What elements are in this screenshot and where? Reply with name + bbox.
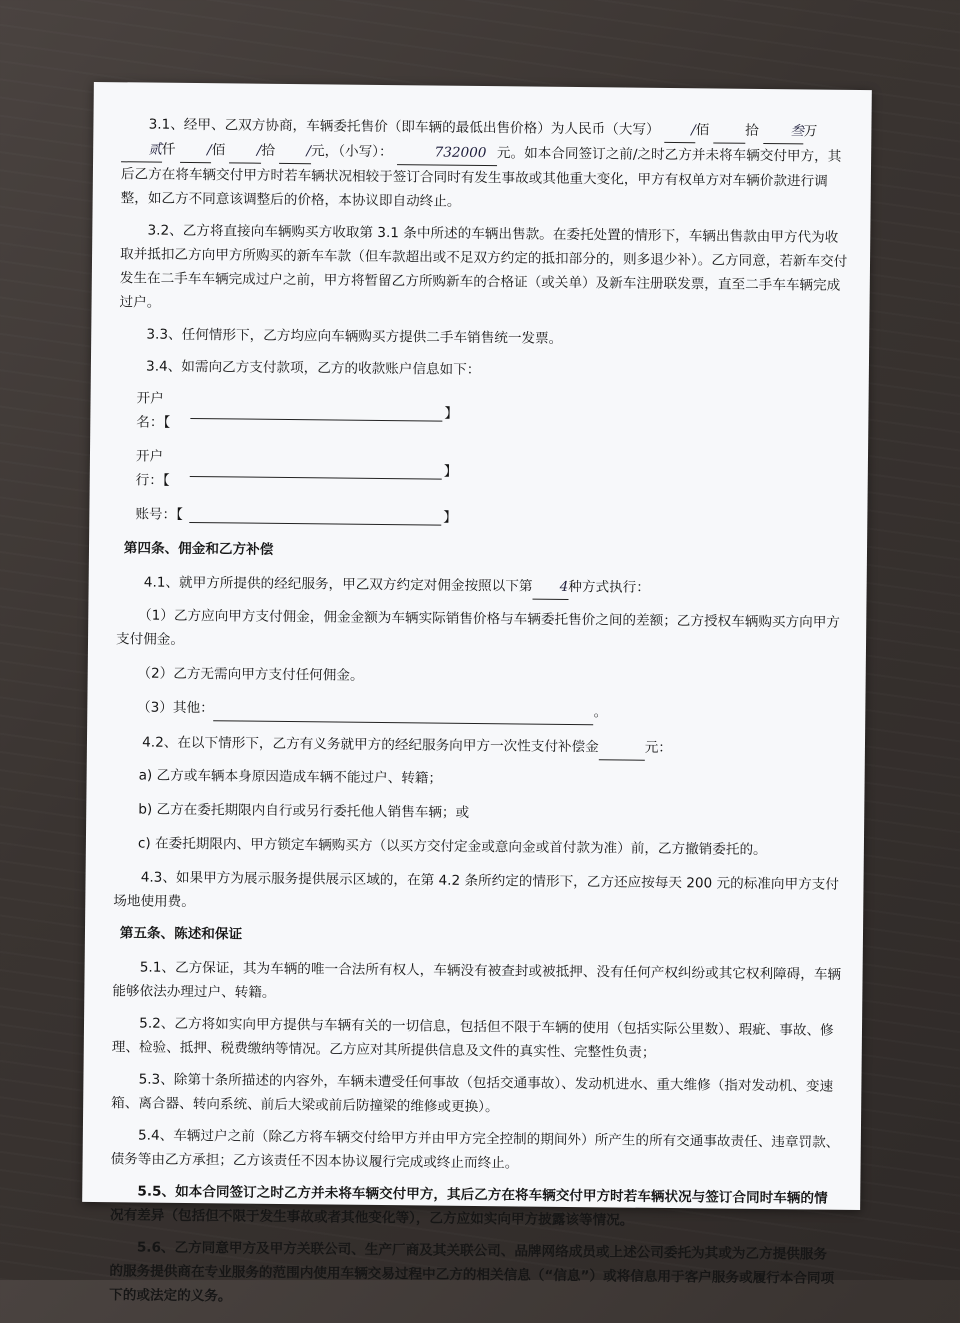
account-number-blank (189, 507, 441, 525)
account-number-row: 账号：【 】 (135, 506, 458, 526)
handwritten-wan: 贰 (121, 137, 162, 162)
contract-body (109, 112, 852, 1323)
clause-5-4: 5.4、车辆过户之前（除乙方将车辆交付给甲方并由甲方完全控制的期间外）所产生的所有交通事故责任、违章罚款、债务等由乙方承担；乙方该责任不因本协议履行完成或终止而终止。 (110, 1127, 840, 1172)
clause-3-3: 3.3、任何情形下，乙方均应向车辆购买方提供二手车销售统一发票。 (146, 326, 563, 347)
account-name-row: 开户名：【 】 (136, 390, 459, 431)
compensation-blank (599, 735, 645, 760)
option-1: （1）乙方应向甲方支付佣金，佣金金额为车辆实际销售价格与车辆委托售价之间的差额；乙方授权车辆购买方向甲方支付佣金。 (115, 607, 841, 648)
case-b: b) 乙方在委托期限内自行或另行委托他人销售车辆；或 (138, 801, 470, 821)
option-2: （2）乙方无需向甲方支付任何佣金。 (137, 665, 364, 684)
contract-page (82, 82, 872, 1305)
account-bank-blank (190, 461, 442, 479)
clause-5-5: 5.5、如本合同签订之时乙方并未将车辆交付甲方，其后乙方在将车辆交付甲方时若车辆状况与签订合同时车辆的情况有差异（包括但不限于发生事故或者其他变化等），乙方应如实向甲方披露该等情况。 (109, 1183, 828, 1229)
article-5-heading: 第五条、陈述和保证 (119, 925, 243, 943)
clause-4-2: 4.2、在以下情形下，乙方有义务就甲方的经纪服务向甲方一次性支付补偿金 元： (115, 730, 845, 763)
clause-5-2: 5.2、乙方将如实向甲方提供与车辆有关的一切信息，包括但不限于车辆的使用（包括实际公里数）、瑕疵、事故、修理、检验、抵押、税费缴纳等情况。乙方应对其所提供信息及文件的真实性、完整性负责； (111, 1015, 834, 1061)
clause-5-3: 5.3、除第十条所描述的内容外，车辆未遭受任何事故（包括交通事故）、发动机进水、重大维修（指对发动机、变速箱、离合器、转向系统、前后大梁或前后防撞梁的维修或更换）。 (111, 1071, 834, 1116)
clause-5-6: 5.6、乙方同意甲方及甲方关联公司、生产厂商及其关联公司、品牌网络成员或上述公司委托为其或为乙方提供服务的服务提供商在专业服务的范围内使用车辆交易过程中乙方的相关信息（“信息”）或将信息用于客户服务或履行本合同项下的或法定的义务。 (109, 1239, 835, 1305)
article-4-heading: 第四条、佣金和乙方补偿 (123, 540, 274, 558)
clause-5-1: 5.1、乙方保证，其为车辆的唯一合法所有权人，车辆没有被查封或被抵押、没有任何产权纠纷或其它权利障碍，车辆能够依法办理过户、转籍。 (112, 959, 842, 1001)
account-name-blank (190, 403, 442, 421)
option-3: （3）其他： 。 (115, 695, 845, 728)
clause-3-1: 3.1、经甲、乙双方协商，车辆委托售价（即车辆的最低出售价格）为人民币（大写） /佰 拾 叁万 贰仟 /佰 /拾 /元，（小写）： 732000 元。如本合同签订之前/之时乙方并未将车辆交付甲方，其后乙方在将车辆交付甲方时若车辆状况相较于签订合同时有发生事故或其他重大变化，甲方有权单方对车辆价款进行调整，如乙方不同意该调整后的价格，本协议即自动终止。 (120, 116, 842, 210)
clause-4-1: 4.1、就甲方所提供的经纪服务，甲乙双方约定对佣金按照以下第 4种方式执行： (117, 570, 847, 603)
handwritten-option: 4 (532, 575, 568, 600)
case-c: c) 在委托期限内、甲方锁定车辆购买方（以买方交付定金或意向金或首付款为准）前，乙方撤销委托的。 (137, 835, 767, 859)
case-a: a) 乙方或车辆本身原因造成车辆不能过户、转籍； (138, 767, 443, 787)
option-3-blank (214, 696, 594, 725)
handwritten-slash: / (664, 118, 696, 143)
clause-3-4: 3.4、如需向乙方支付款项，乙方的收款账户信息如下： (146, 358, 481, 379)
clause-4-3: 4.3、如果甲方为展示服务提供展示区域的，在第 4.2 条所约定的情形下，乙方还应按每天 200 元的标准向甲方支付场地使用费。 (113, 869, 839, 911)
handwritten-ten-wan: 叁 (763, 119, 804, 144)
handwritten-amount: 732000 (397, 140, 497, 166)
account-bank-row: 开户行：【 】 (135, 448, 458, 489)
clause-3-2: 3.2、乙方将直接向车辆购买方收取第 3.1 条中所述的车辆出售款。在委托处置的情形下，车辆出售款由甲方代为收取并抵扣乙方向甲方所购买的新车车款（但车款超出或不足双方约定的抵扣部分的，则多退少补）。乙方同意，若新车交付发生在二手车车辆完成过户之前，甲方将暂留乙方所购新车的合格证（或关单）及新车注册联发票，直至二手车车辆完成过户。 (119, 222, 848, 311)
